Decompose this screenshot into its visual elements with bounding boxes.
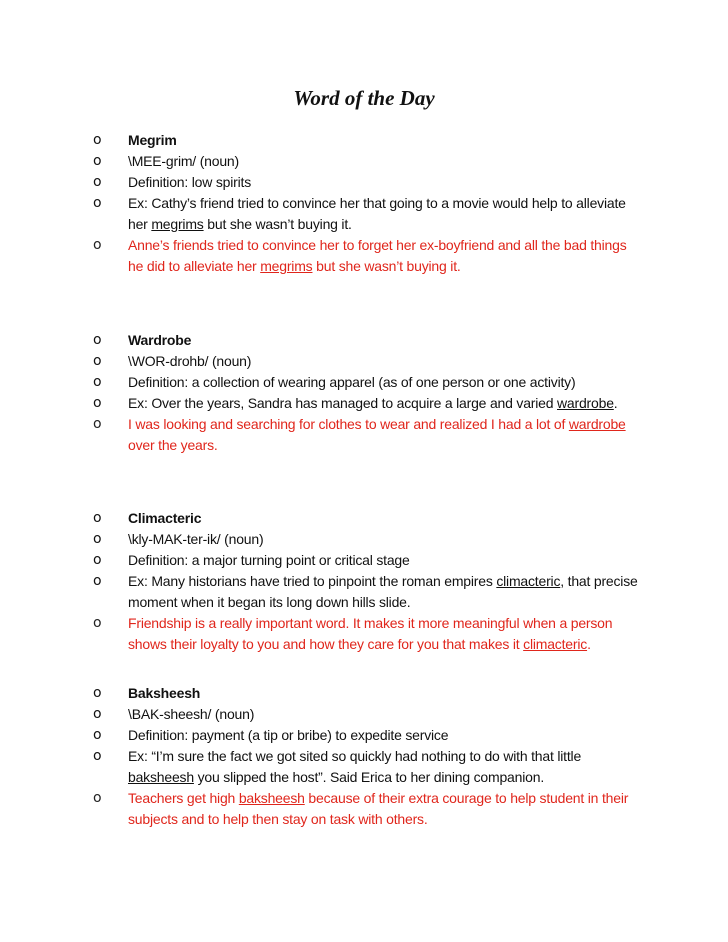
list-item-definition: [0, 725, 728, 746]
entry-word: Baksheesh: [128, 685, 201, 701]
entry-pronunciation: \BAK-sheesh/ (noun): [128, 706, 255, 722]
list-item-pronunciation: [0, 529, 728, 550]
bullet-icon: o: [93, 132, 102, 148]
bullet-icon: o: [93, 174, 102, 190]
list-item-student-sentence: [0, 235, 728, 277]
entry-student-sentence: [128, 788, 638, 830]
student-highlight: climacteric: [523, 636, 588, 652]
bullet-icon: o: [93, 531, 102, 547]
entry-example: [128, 746, 638, 788]
entry-definition: Definition: low spirits: [128, 174, 251, 190]
bullet-icon: o: [93, 416, 102, 432]
list-item-pronunciation: [0, 704, 728, 725]
example-highlight: climacteric: [496, 573, 561, 589]
bullet-icon: o: [93, 153, 102, 169]
bullet-icon: o: [93, 706, 102, 722]
list-item-pronunciation: [0, 351, 728, 372]
student-text: Teachers get high: [128, 790, 239, 806]
entry-example: [128, 393, 638, 414]
bullet-icon: o: [93, 790, 102, 806]
bullet-icon: o: [93, 195, 102, 211]
entry-definition: Definition: a major turning point or critical stage: [128, 552, 410, 568]
entry-student-sentence: [128, 414, 638, 456]
list-item-example: [0, 393, 728, 414]
entry-definition: Definition: payment (a tip or bribe) to expedite service: [128, 727, 449, 743]
student-text-end: .: [587, 636, 591, 652]
example-text: Ex: “I’m sure the fact we got sited so quickly had nothing to do with that little: [128, 748, 582, 764]
list-item-word: [0, 330, 728, 351]
student-highlight: wardrobe: [568, 416, 626, 432]
entry-example: [128, 571, 638, 613]
entry-pronunciation: \kly-MAK-ter-ik/ (noun): [128, 531, 264, 547]
entry-pronunciation: \WOR-drohb/ (noun): [128, 353, 252, 369]
list-item-student-sentence: [0, 613, 728, 655]
list-item-word: [0, 508, 728, 529]
example-text: Ex: Over the years, Sandra has managed to acquire a large and varied: [128, 395, 558, 411]
entry-pronunciation: \MEE-grim/ (noun): [128, 153, 239, 169]
student-text-end: because of their extra courage to help student in their subjects and to help then stay on task with others.: [128, 790, 629, 827]
entry-example: [128, 193, 638, 235]
bullet-icon: o: [93, 615, 102, 631]
bullet-icon: o: [93, 374, 102, 390]
list-item-word: [0, 130, 728, 151]
page-title: Word of the Day: [293, 86, 435, 110]
example-text-end: .: [613, 395, 618, 411]
list-item-word: [0, 683, 728, 704]
word-entry-baksheesh: [0, 683, 728, 830]
bullet-icon: o: [93, 685, 102, 701]
bullet-icon: o: [93, 573, 102, 589]
student-text: Anne’s friends tried to convince her to forget her ex-boyfriend and all the bad things he did to alleviate her: [128, 237, 627, 274]
example-text-end: you slipped the host”. Said Erica to her dining companion.: [193, 769, 545, 785]
bullet-icon: o: [93, 332, 102, 348]
bullet-icon: o: [93, 353, 102, 369]
example-text: Ex: Many historians have tried to pinpoint the roman empires: [128, 573, 497, 589]
list-item-student-sentence: [0, 414, 728, 456]
list-item-student-sentence: [0, 788, 728, 830]
entry-word: Climacteric: [128, 510, 202, 526]
list-item-definition: [0, 172, 728, 193]
list-item-pronunciation: [0, 151, 728, 172]
student-text: Friendship is a really important word. It makes it more meaningful when a person shows their loyalty to you and how they care for you that makes it: [128, 615, 613, 652]
bullet-icon: o: [93, 748, 102, 764]
list-item-example: [0, 193, 728, 235]
list-item-example: [0, 571, 728, 613]
student-text-end: over the years.: [128, 437, 218, 453]
word-entry-megrim: [0, 130, 728, 277]
student-highlight: megrims: [260, 258, 313, 274]
entry-word: Megrim: [128, 132, 177, 148]
entry-student-sentence: [128, 235, 638, 277]
word-entry-climacteric: [0, 508, 728, 655]
bullet-icon: o: [93, 237, 102, 253]
entry-student-sentence: [128, 613, 638, 655]
example-text: Ex: Cathy’s friend tried to convince her that going to a movie would help to alleviate her: [128, 195, 626, 232]
entry-word: Wardrobe: [128, 332, 192, 348]
list-item-definition: [0, 550, 728, 571]
example-text-end: but she wasn’t buying it.: [203, 216, 352, 232]
word-entry-wardrobe: [0, 330, 728, 456]
student-text-end: but she wasn’t buying it.: [312, 258, 461, 274]
bullet-icon: o: [93, 727, 102, 743]
student-text: I was looking and searching for clothes to wear and realized I had a lot of: [128, 416, 569, 432]
bullet-icon: o: [93, 552, 102, 568]
list-item-definition: [0, 372, 728, 393]
list-item-example: [0, 746, 728, 788]
example-highlight: baksheesh: [128, 769, 194, 785]
example-highlight: megrims: [151, 216, 204, 232]
example-text-end: , that precise moment when it began its long down hills slide.: [128, 573, 638, 610]
example-highlight: wardrobe: [557, 395, 614, 411]
bullet-icon: o: [93, 510, 102, 526]
entry-definition: Definition: a collection of wearing apparel (as of one person or one activity): [128, 374, 576, 390]
student-highlight: baksheesh: [238, 790, 305, 806]
bullet-icon: o: [93, 395, 102, 411]
